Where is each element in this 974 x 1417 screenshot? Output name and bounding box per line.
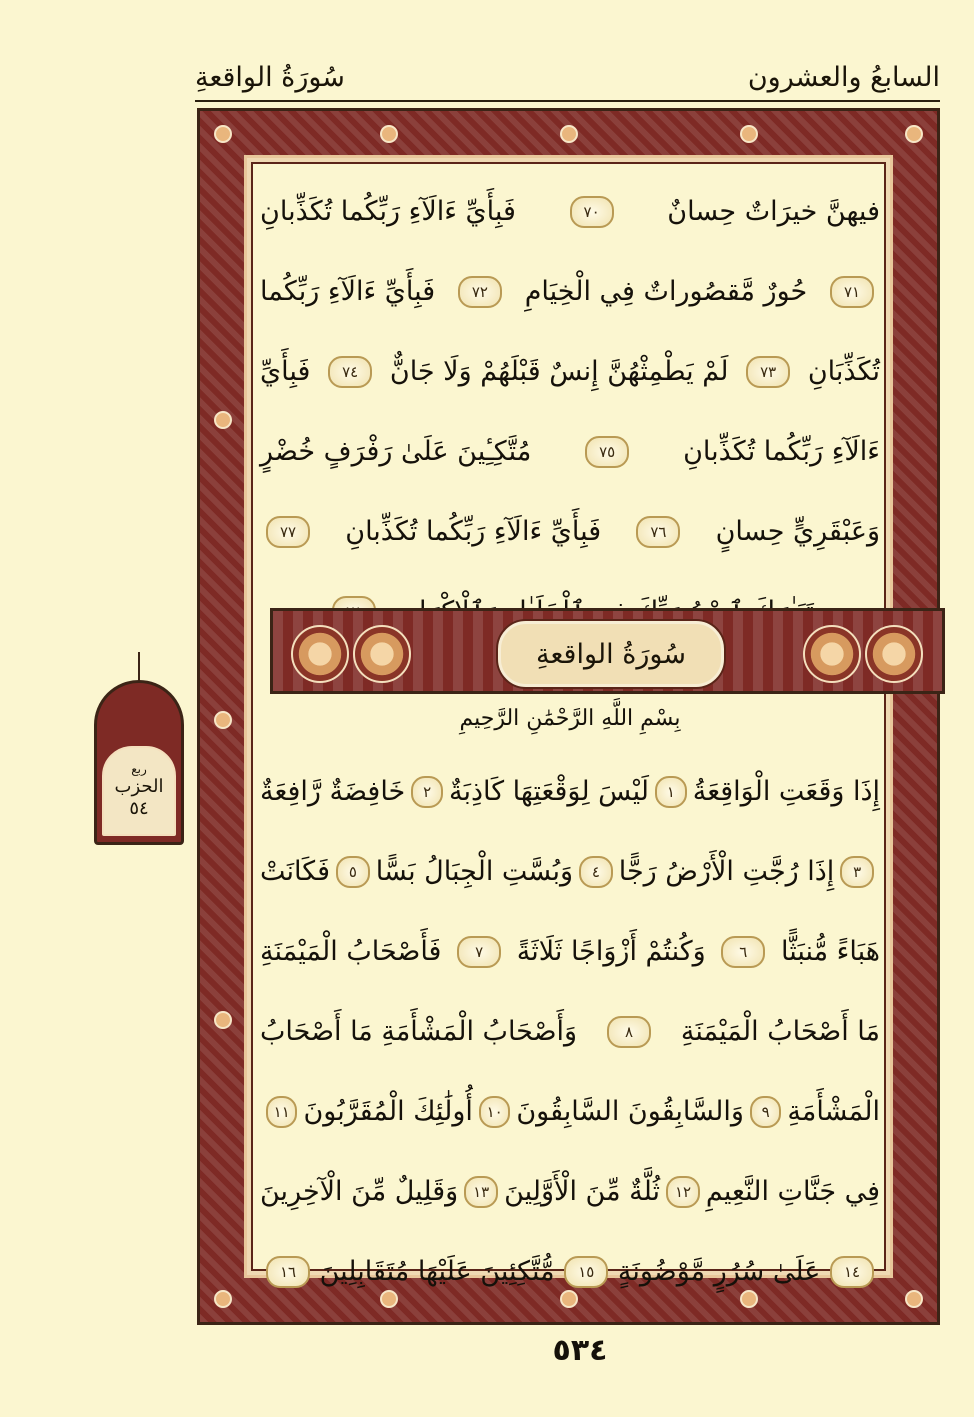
ayah-text: لَيْسَ لِوَقْعَتِهَا كَاذِبَةٌ xyxy=(449,776,649,807)
frame-ornament xyxy=(560,125,578,143)
ayah-number-marker: ٧٥ xyxy=(585,436,629,468)
ayah-text: عَلَىٰ سُرُرٍ مَّوْضُونَةٍ xyxy=(617,1256,821,1287)
ayah-number-marker: ٧١ xyxy=(830,276,874,308)
ayah-text: فَبِأَيِّ ءَالَآءِ رَبِّكُما تُكَذِّبانِ xyxy=(345,516,602,547)
page-number: ٥٣٤ xyxy=(552,1333,608,1368)
ayah-text: وَالسَّابِقُونَ السَّابِقُونَ xyxy=(516,1096,744,1127)
page-header xyxy=(195,52,940,102)
ayah-text: وَكُنتُمْ أَزْوَاجًا ثَلَاثَةً xyxy=(516,936,706,967)
ayah-number-marker: ٦ xyxy=(721,936,765,968)
ayah-number-marker: ٥ xyxy=(336,856,370,888)
ayah-text: حُورٌ مَّقصُوراتٌ فِي الْخِيَامِ xyxy=(524,276,808,307)
ayah-text: إِذَا وَقَعَتِ الْوَاقِعَةُ xyxy=(692,776,880,807)
text-line xyxy=(260,492,880,572)
ayah-text: مُّتَّكِئِينَ عَلَيْهَا مُتَقَابِلِينَ xyxy=(319,1256,555,1287)
ayah-text: وَقَلِيلٌ مِّنَ الْآخِرِينَ xyxy=(260,1176,459,1207)
ayah-number-marker: ٢ xyxy=(411,776,443,808)
text-line xyxy=(260,1232,880,1312)
frame-corner-ornament xyxy=(214,125,232,143)
ayah-text: فَبِأَيِّ ءَالَآءِ رَبِّكُما تُكَذِّبانِ xyxy=(260,196,516,227)
hizb-label: الحزب xyxy=(114,776,164,797)
text-line xyxy=(260,992,880,1072)
frame-corner-ornament xyxy=(905,1290,923,1308)
ayah-number-marker: ١٢ xyxy=(666,1176,700,1208)
text-line xyxy=(260,832,880,912)
rosette-ornament xyxy=(291,625,349,683)
ayah-text: وَعَبْقَرِيٍّ حِسانٍ xyxy=(715,516,880,547)
text-line xyxy=(260,912,880,992)
hizb-quarter: ربع xyxy=(131,762,147,776)
surah-title: سُورَةُ الواقعةِ xyxy=(195,61,345,93)
ayah-number-marker: ١٤ xyxy=(830,1256,874,1288)
ayah-number-marker: ١٥ xyxy=(564,1256,608,1288)
ayah-text: تُكَذِّبَانِ xyxy=(807,356,880,387)
basmala: بِسْمِ اللَّهِ الرَّحْمَٰنِ الرَّحِيمِ xyxy=(459,706,681,731)
ayah-number-marker: ٧٧ xyxy=(266,516,310,548)
ayah-text: الْمَشْأَمَةِ xyxy=(787,1096,880,1127)
text-line xyxy=(260,412,880,492)
frame-corner-ornament xyxy=(214,1290,232,1308)
text-line xyxy=(260,252,880,332)
surah-name: سُورَةُ الواقعةِ xyxy=(536,638,686,670)
ayah-text: وَبُسَّتِ الْجِبَالُ بَسًّا xyxy=(375,856,574,887)
frame-ornament xyxy=(380,125,398,143)
ayah-text: مَا أَصْحَابُ الْمَيْمَنَةِ xyxy=(680,1016,880,1047)
ayah-number-marker: ١ xyxy=(655,776,687,808)
ayah-text: فَبِأَيِّ xyxy=(260,356,311,387)
ayah-text: فيهنَّ خيرَاتٌ حِسانٌ xyxy=(667,196,880,227)
ayah-text: خَافِضَةٌ رَّافِعَةٌ xyxy=(260,776,406,807)
ayah-number-marker: ٧٤ xyxy=(328,356,372,388)
ayah-text: ثُلَّةٌ مِّنَ الْأَوَّلِينَ xyxy=(504,1176,661,1207)
ayah-number-marker: ٧ xyxy=(457,936,501,968)
ayah-number-marker: ٣ xyxy=(840,856,874,888)
ayah-text: لَمْ يَطْمِثْهُنَّ إِنسٌ قَبْلَهُمْ وَلَا جَانٌّ xyxy=(389,356,729,387)
frame-ornament xyxy=(214,1011,232,1029)
ayah-text: فَكَانَتْ xyxy=(260,856,331,887)
hizb-number: ٥٤ xyxy=(129,798,149,819)
frame-ornament xyxy=(740,125,758,143)
hizb-label-box xyxy=(102,746,176,836)
rosette-ornament xyxy=(803,625,861,683)
ayah-text: إِذَا رُجَّتِ الْأَرْضُ رَجًّا xyxy=(618,856,835,887)
ayah-text: مُتَّكِـِٔينَ عَلَىٰ رَفْرَفٍ خُضْرٍ xyxy=(260,436,532,467)
frame-corner-ornament xyxy=(905,125,923,143)
surah-cartouche xyxy=(498,621,724,687)
ayah-number-marker: ٧٦ xyxy=(636,516,680,548)
text-line xyxy=(260,332,880,412)
ayah-number-marker: ٧٠ xyxy=(570,196,614,228)
rosette-ornament xyxy=(353,625,411,683)
header-rule xyxy=(195,100,940,102)
surah-header-band xyxy=(270,608,945,694)
ayah-text: فَأَصْحَابُ الْمَيْمَنَةِ xyxy=(260,936,442,967)
rosette-ornament xyxy=(865,625,923,683)
ayah-number-marker: ٨ xyxy=(607,1016,651,1048)
hizb-spire xyxy=(138,652,140,682)
ayah-text: فَبِأَيِّ ءَالَآءِ رَبِّكُما xyxy=(260,276,436,307)
ayah-number-marker: ١٦ xyxy=(266,1256,310,1288)
ayah-number-marker: ٧٢ xyxy=(458,276,502,308)
frame-ornament xyxy=(214,411,232,429)
ayah-text: فِي جَنَّاتِ النَّعِيمِ xyxy=(705,1176,880,1207)
ayah-number-marker: ٧٣ xyxy=(746,356,790,388)
frame-ornament xyxy=(214,711,232,729)
ayah-text: وَأَصْحَابُ الْمَشْأَمَةِ مَا أَصْحَابُ xyxy=(260,1016,578,1047)
text-line xyxy=(260,1152,880,1232)
ayah-number-marker: ١٠ xyxy=(479,1096,510,1128)
text-line xyxy=(260,172,880,252)
ayah-number-marker: ٩ xyxy=(750,1096,781,1128)
ayah-text: أُولَٰئِكَ الْمُقَرَّبُونَ xyxy=(303,1096,473,1127)
text-line xyxy=(260,1072,880,1152)
ayah-text: هَبَاءً مُّنبَثًّا xyxy=(780,936,880,967)
juz-title: السابعُ والعشرون xyxy=(747,61,940,93)
ayah-number-marker: ٤ xyxy=(579,856,613,888)
ayah-text: ءَالَآءِ رَبِّكُما تُكَذِّبانِ xyxy=(683,436,880,467)
ayah-number-marker: ١٣ xyxy=(464,1176,498,1208)
hizb-marker xyxy=(94,680,184,845)
ayah-number-marker: ١١ xyxy=(266,1096,297,1128)
text-line xyxy=(260,752,880,832)
